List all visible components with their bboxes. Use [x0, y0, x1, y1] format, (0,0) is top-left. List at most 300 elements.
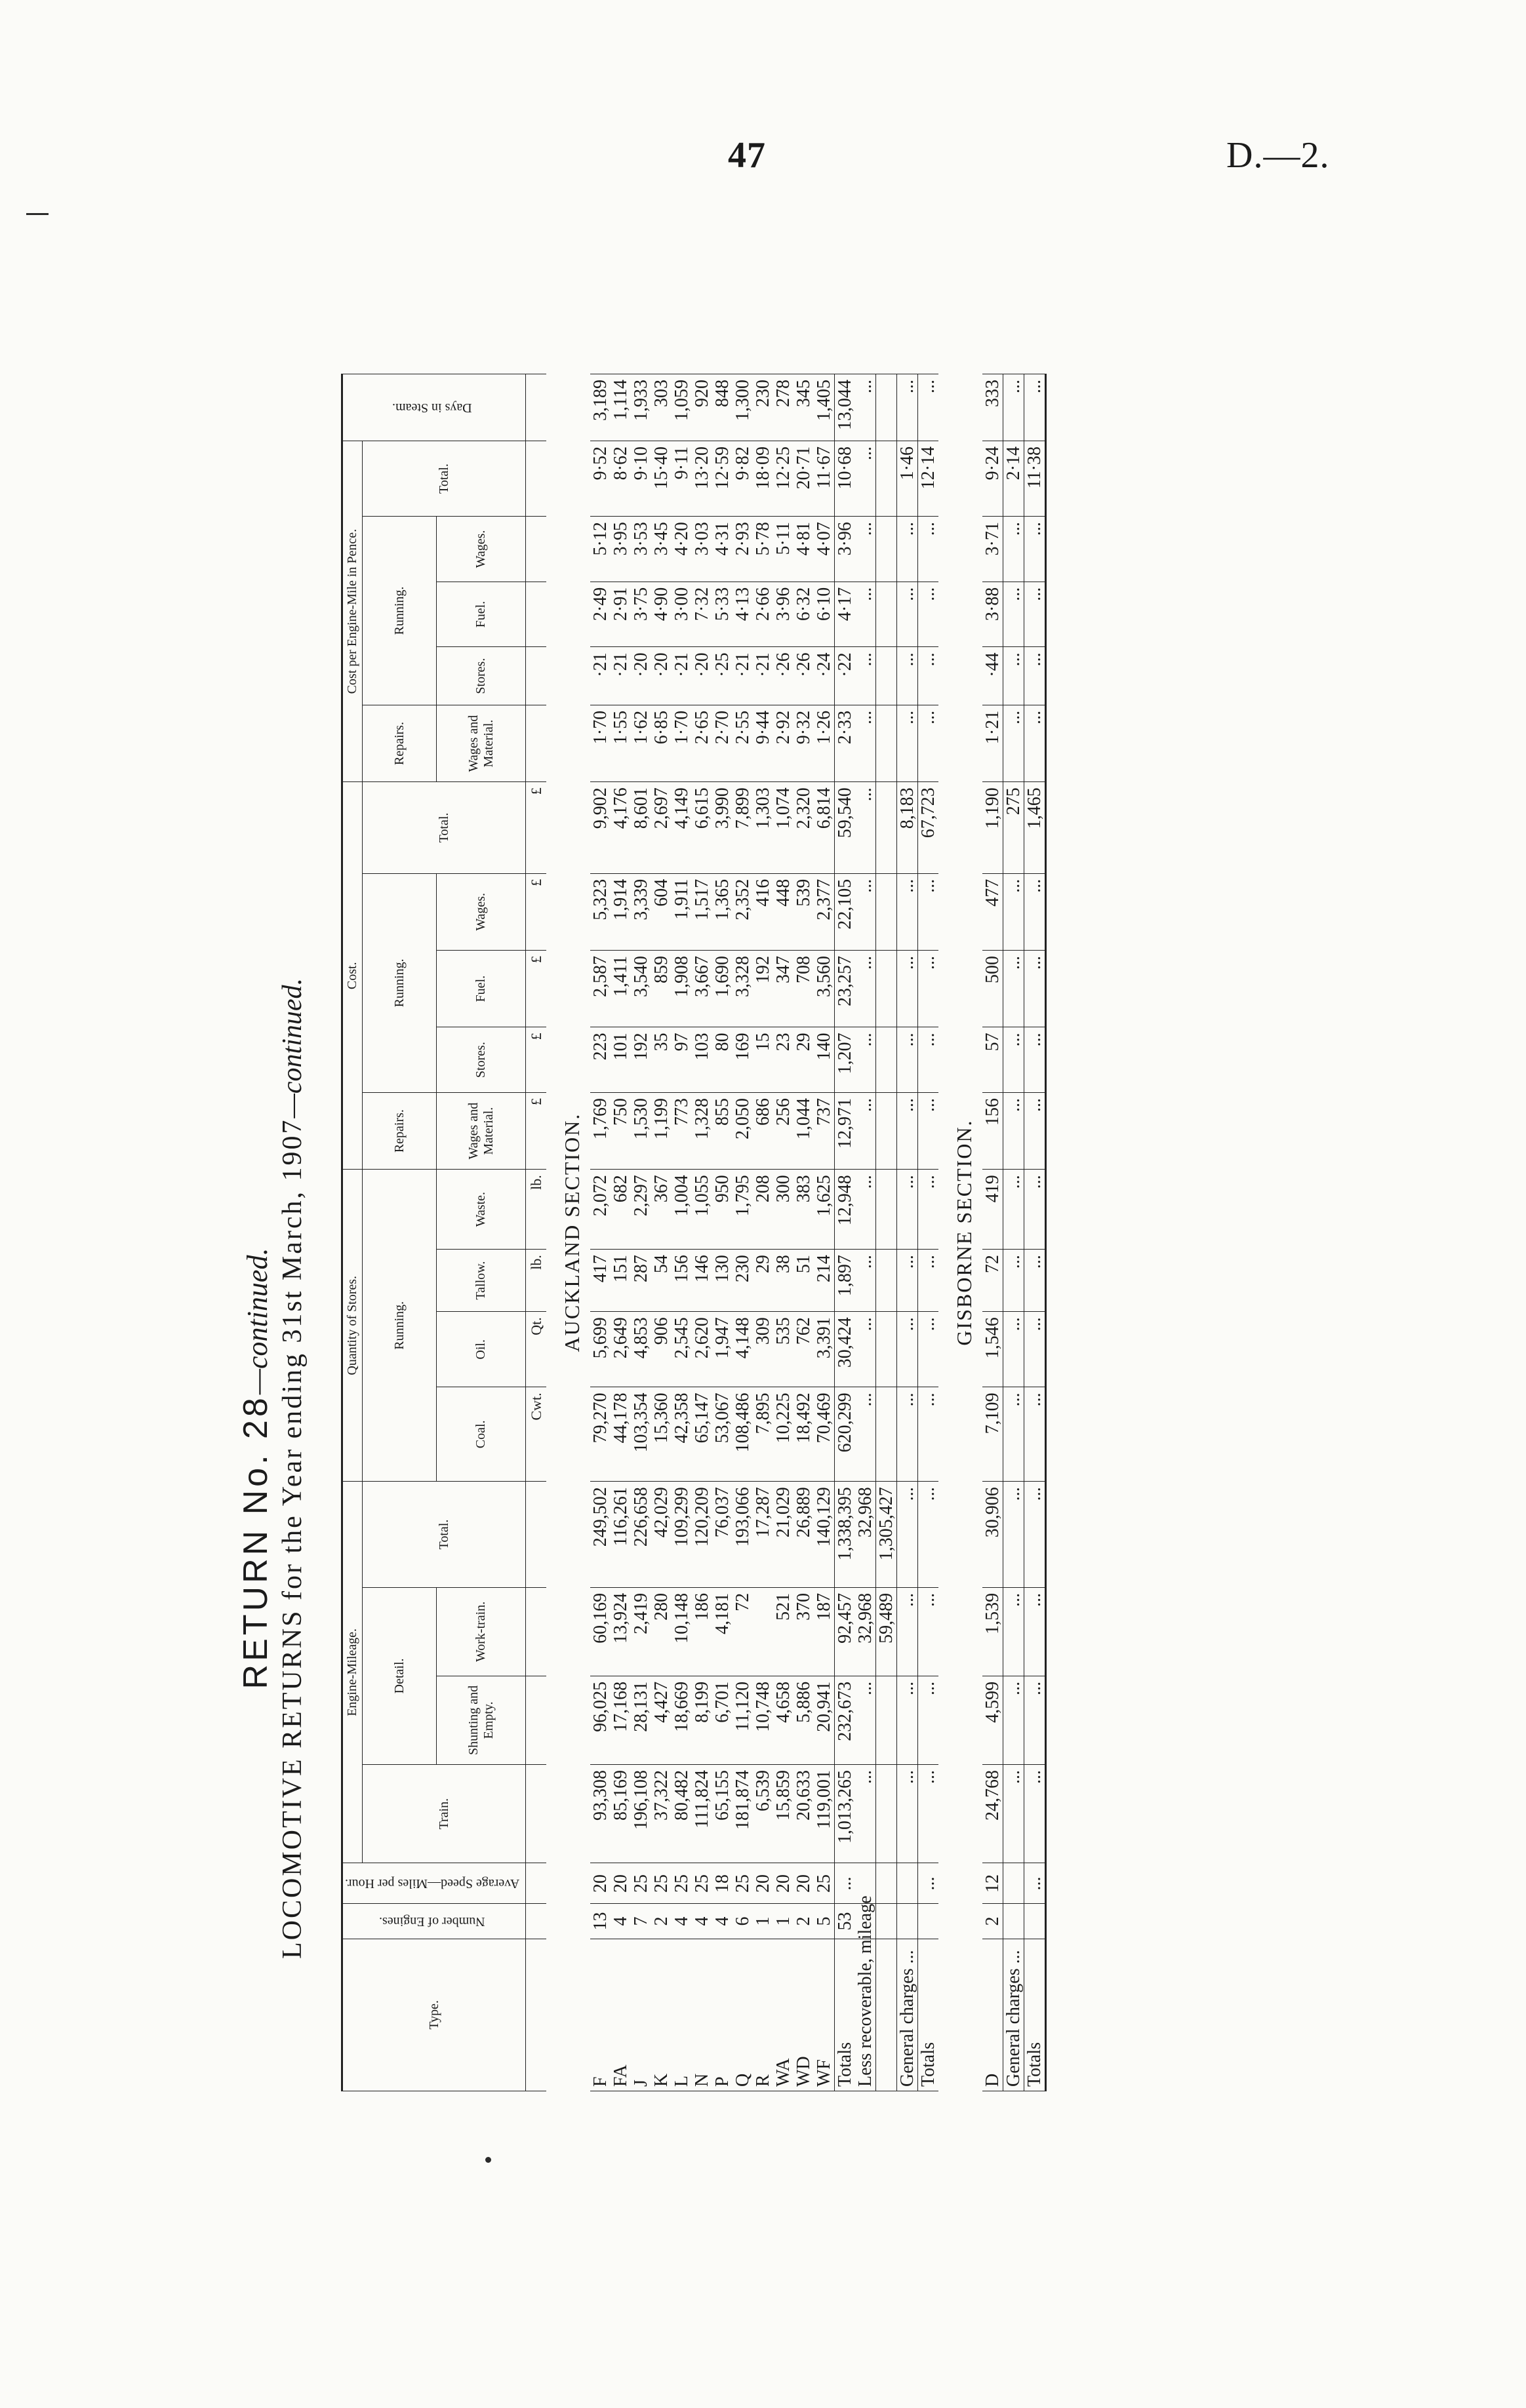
pence-total-header: Total.: [363, 441, 526, 516]
table-cell: 535: [773, 1312, 793, 1387]
table-cell: £: [526, 951, 547, 1027]
table-cell: ·20: [631, 647, 651, 705]
table-cell: ...: [918, 951, 939, 1027]
table-cell: 151: [611, 1250, 631, 1312]
cost-stores-header: Stores.: [437, 1027, 526, 1093]
table-cell: 2,377: [814, 873, 835, 950]
table-cell: [876, 1092, 897, 1169]
table-cell: 12·14: [918, 441, 939, 516]
table-cell: 2: [651, 1904, 672, 1939]
table-cell: 54: [651, 1250, 672, 1312]
table-cell: 2: [793, 1904, 814, 1939]
table-cell: 3·00: [672, 582, 692, 647]
table-cell: 275: [1003, 782, 1024, 874]
days-steam-header-text: Days in Steam.: [392, 401, 472, 415]
table-cell: 1,055: [692, 1170, 712, 1250]
table-cell: 25: [672, 1863, 692, 1904]
table-cell: 309: [753, 1312, 773, 1387]
table-cell: 25: [733, 1863, 753, 1904]
table-cell: 7: [631, 1904, 651, 1939]
table-cell: £: [526, 1027, 547, 1093]
table-cell: ...: [897, 1092, 918, 1169]
row-label: J: [631, 1939, 651, 2091]
table-cell: 2·92: [773, 705, 793, 781]
table-row: [982, 374, 1003, 2091]
table-cell: [1024, 1904, 1046, 1939]
table-cell: 230: [753, 374, 773, 441]
table-cell: 8,601: [631, 782, 651, 874]
table-cell: [876, 1027, 897, 1093]
table-header: [342, 374, 526, 2091]
table-cell: 345: [793, 374, 814, 441]
table-cell: 1,769: [590, 1092, 611, 1169]
table-cell: 23: [773, 1027, 793, 1093]
table-cell: [897, 1863, 918, 1904]
return-subtitle-text: LOCOMOTIVE RETURNS for the Year ending 31st March, 1907: [277, 1118, 308, 1960]
table-cell: £: [526, 1092, 547, 1169]
table-cell: 367: [651, 1170, 672, 1250]
table-cell: 2,697: [651, 782, 672, 874]
row-label: Q: [733, 1939, 753, 2091]
table-cell: ...: [897, 647, 918, 705]
table-cell: 3·95: [611, 517, 631, 582]
table-cell: 11,120: [733, 1676, 753, 1764]
table-cell: 7,109: [982, 1387, 1003, 1482]
table-cell: 72: [733, 1587, 753, 1676]
table-cell: 4,176: [611, 782, 631, 874]
table-cell: 686: [753, 1092, 773, 1169]
table-cell: ...: [1003, 705, 1024, 781]
row-label: K: [651, 1939, 672, 2091]
table-cell: 906: [651, 1312, 672, 1387]
table-cell: 10,148: [672, 1587, 692, 1676]
table-cell: ·20: [692, 647, 712, 705]
table-cell: 333: [982, 374, 1003, 441]
table-cell: 2,050: [733, 1092, 753, 1169]
type-header: Type.: [342, 1939, 526, 2091]
table-cell: ·21: [672, 647, 692, 705]
section-title: AUCKLAND SECTION.: [560, 1113, 584, 1352]
table-cell: ...: [897, 1387, 918, 1482]
table-cell: 1,004: [672, 1170, 692, 1250]
table-cell: 6·85: [651, 705, 672, 781]
table-cell: ...: [1024, 374, 1046, 441]
table-cell: 72: [982, 1250, 1003, 1312]
table-cell: 12·25: [773, 441, 793, 516]
table-cell: 25: [651, 1863, 672, 1904]
table-cell: 76,037: [712, 1482, 733, 1588]
table-cell: ...: [1003, 1387, 1024, 1482]
table-cell: 17,168: [611, 1676, 631, 1764]
table-cell: ...: [1003, 374, 1024, 441]
table-cell: 20: [611, 1863, 631, 1904]
table-cell: 196,108: [631, 1764, 651, 1863]
table-cell: 85,169: [611, 1764, 631, 1863]
table-cell: 859: [651, 951, 672, 1027]
table-cell: ...: [897, 1312, 918, 1387]
table-cell: [876, 1863, 897, 1904]
table-cell: 223: [590, 1027, 611, 1093]
table-cell: 20: [753, 1863, 773, 1904]
table-cell: [876, 441, 897, 516]
table-cell: 9,902: [590, 782, 611, 874]
table-cell: 29: [753, 1250, 773, 1312]
row-label: Totals: [835, 1939, 856, 2091]
detail-header: Detail.: [363, 1587, 437, 1764]
table-cell: ...: [897, 1587, 918, 1676]
grand-totals-row: [1024, 374, 1046, 2091]
table-cell: 10,748: [753, 1676, 773, 1764]
table-cell: ...: [897, 873, 918, 950]
table-cell: ...: [855, 517, 876, 582]
table-cell: 2,297: [631, 1170, 651, 1250]
table-cell: ...: [897, 517, 918, 582]
table-cell: 13,924: [611, 1587, 631, 1676]
table-cell: 97: [672, 1027, 692, 1093]
table-cell: 287: [631, 1250, 651, 1312]
table-cell: 208: [753, 1170, 773, 1250]
table-cell: 60,169: [590, 1587, 611, 1676]
table-cell: ...: [855, 374, 876, 441]
table-cell: 15,859: [773, 1764, 793, 1863]
table-cell: 6,615: [692, 782, 712, 874]
table-cell: Cwt.: [526, 1387, 547, 1482]
table-cell: 28,131: [631, 1676, 651, 1764]
table-cell: 9·10: [631, 441, 651, 516]
table-cell: 4·90: [651, 582, 672, 647]
table-cell: 1,933: [631, 374, 651, 441]
table-cell: 6,701: [712, 1676, 733, 1764]
table-cell: 193,066: [733, 1482, 753, 1588]
table-cell: [876, 517, 897, 582]
table-cell: ...: [1024, 1387, 1046, 1482]
table-cell: ...: [897, 951, 918, 1027]
row-label: R: [753, 1939, 773, 2091]
table-cell: 2·91: [611, 582, 631, 647]
table-cell: ...: [897, 1676, 918, 1764]
table-cell: 37,322: [651, 1764, 672, 1863]
table-cell: ...: [918, 705, 939, 781]
table-cell: 1,305,427: [876, 1482, 897, 1588]
table-cell: 23,257: [835, 951, 856, 1027]
oil-header: Oil.: [437, 1312, 526, 1387]
table-cell: [876, 582, 897, 647]
table-cell: ...: [1024, 517, 1046, 582]
table-cell: ...: [918, 1587, 939, 1676]
row-label: WD: [793, 1939, 814, 2091]
row-label: [526, 1939, 547, 2091]
row-label: F: [590, 1939, 611, 2091]
waste-header: Waste.: [437, 1170, 526, 1250]
table-cell: ...: [897, 374, 918, 441]
row-label: N: [692, 1939, 712, 2091]
table-cell: 1·70: [590, 705, 611, 781]
table-cell: 249,502: [590, 1482, 611, 1588]
table-cell: 12,948: [835, 1170, 856, 1250]
table-cell: ...: [1003, 873, 1024, 950]
table-cell: 20,633: [793, 1764, 814, 1863]
table-cell: [526, 374, 547, 441]
table-cell: 2: [982, 1904, 1003, 1939]
table-cell: 2,419: [631, 1587, 651, 1676]
table-cell: 1,207: [835, 1027, 856, 1093]
section-title: GISBORNE SECTION.: [952, 1119, 976, 1346]
table-cell: 65,155: [712, 1764, 733, 1863]
locomotive-returns-table: [341, 374, 1047, 2091]
table-cell: 20,941: [814, 1676, 835, 1764]
table-cell: 232,673: [835, 1676, 856, 1764]
table-cell: ...: [1024, 1482, 1046, 1588]
table-cell: [897, 1904, 918, 1939]
table-row: [773, 374, 793, 2091]
table-cell: 80: [712, 1027, 733, 1093]
table-cell: ...: [918, 1312, 939, 1387]
table-cell: ·22: [835, 647, 856, 705]
cost-wages-header: Wages.: [437, 873, 526, 950]
table-cell: [526, 705, 547, 781]
table-cell: 1,530: [631, 1092, 651, 1169]
table-cell: 8,183: [897, 782, 918, 874]
table-cell: ...: [835, 1863, 856, 1904]
table-cell: 1,947: [712, 1312, 733, 1387]
table-cell: [1003, 1863, 1024, 1904]
table-cell: 3,667: [692, 951, 712, 1027]
table-cell: 4: [692, 1904, 712, 1939]
table-cell: 59,540: [835, 782, 856, 874]
table-cell: 25: [814, 1863, 835, 1904]
days-steam-header: [342, 374, 526, 441]
table-cell: 1·21: [982, 705, 1003, 781]
table-cell: lb.: [526, 1170, 547, 1250]
table-cell: 116,261: [611, 1482, 631, 1588]
table-cell: 5,323: [590, 873, 611, 950]
table-cell: 7,899: [733, 782, 753, 874]
pence-wages-header: Wages.: [437, 517, 526, 582]
table-cell: ·24: [814, 647, 835, 705]
grand-totals-row: [918, 374, 939, 2091]
table-cell: 20: [590, 1863, 611, 1904]
table-cell: ...: [1024, 1587, 1046, 1676]
table-cell: 53: [835, 1904, 856, 1939]
table-cell: 187: [814, 1587, 835, 1676]
table-cell: ...: [918, 647, 939, 705]
table-cell: Qt.: [526, 1312, 547, 1387]
return-title-text: RETURN No. 28: [237, 1394, 275, 1689]
table-cell: 1,059: [672, 374, 692, 441]
table-cell: ...: [1003, 517, 1024, 582]
table-cell: ...: [855, 582, 876, 647]
table-cell: ...: [855, 873, 876, 950]
table-cell: 4,427: [651, 1676, 672, 1764]
table-cell: 4·07: [814, 517, 835, 582]
table-cell: 44,178: [611, 1387, 631, 1482]
table-cell: 5,699: [590, 1312, 611, 1387]
table-cell: 3,339: [631, 873, 651, 950]
table-cell: 5·12: [590, 517, 611, 582]
table-cell: ...: [1024, 1027, 1046, 1093]
table-cell: 303: [651, 374, 672, 441]
table-body: [526, 374, 1046, 2091]
table-cell: 111,824: [692, 1764, 712, 1863]
return-subtitle-continued: —continued.: [277, 977, 308, 1118]
table-cell: 3·75: [631, 582, 651, 647]
row-label: WA: [773, 1939, 793, 2091]
table-cell: ...: [855, 1676, 876, 1764]
table-cell: 1,303: [753, 782, 773, 874]
table-cell: 57: [982, 1027, 1003, 1093]
table-cell: ·21: [733, 647, 753, 705]
worktrain-header: Work-train.: [437, 1587, 526, 1676]
table-cell: 1·70: [672, 705, 692, 781]
table-row: [753, 374, 773, 2091]
table-cell: 12: [982, 1863, 1003, 1904]
table-cell: 53,067: [712, 1387, 733, 1482]
table-cell: 4·81: [793, 517, 814, 582]
table-cell: ...: [855, 1387, 876, 1482]
table-cell: 35: [651, 1027, 672, 1093]
table-cell: 70,469: [814, 1387, 835, 1482]
row-label: WF: [814, 1939, 835, 2091]
table-cell: 24,768: [982, 1764, 1003, 1863]
table-cell: 1,914: [611, 873, 631, 950]
table-cell: ...: [918, 1863, 939, 1904]
table-cell: 762: [793, 1312, 814, 1387]
table-cell: lb.: [526, 1250, 547, 1312]
table-cell: 3·96: [835, 517, 856, 582]
table-cell: 42,029: [651, 1482, 672, 1588]
table-cell: 2·65: [692, 705, 712, 781]
table-cell: 4·17: [835, 582, 856, 647]
general-charges-row: [1003, 374, 1024, 2091]
table-cell: 67,723: [918, 782, 939, 874]
shunting-header: Shunting and Empty.: [437, 1676, 526, 1764]
table-cell: 6,814: [814, 782, 835, 874]
table-cell: 20: [773, 1863, 793, 1904]
table-cell: 521: [773, 1587, 793, 1676]
table-cell: 226,658: [631, 1482, 651, 1588]
table-cell: 79,270: [590, 1387, 611, 1482]
table-cell: ·25: [712, 647, 733, 705]
table-cell: 2,320: [793, 782, 814, 874]
table-cell: 6,539: [753, 1764, 773, 1863]
table-cell: 1,517: [692, 873, 712, 950]
train-header: Train.: [363, 1764, 526, 1863]
row-label: Less recoverable, mileage: [855, 1939, 876, 2091]
table-cell: ...: [855, 1027, 876, 1093]
general-charges-row: [897, 374, 918, 2091]
row-label: Totals: [1024, 1939, 1046, 2091]
table-cell: ·21: [753, 647, 773, 705]
table-cell: 120,209: [692, 1482, 712, 1588]
table-cell: 140: [814, 1027, 835, 1093]
table-cell: ...: [918, 517, 939, 582]
table-cell: 192: [753, 951, 773, 1027]
table-cell: ...: [897, 1250, 918, 1312]
table-cell: [876, 1904, 897, 1939]
table-cell: ...: [1003, 951, 1024, 1027]
table-cell: 22,105: [835, 873, 856, 950]
table-cell: ...: [897, 1027, 918, 1093]
table-cell: 3·03: [692, 517, 712, 582]
table-cell: [526, 582, 547, 647]
table-cell: 1,044: [793, 1092, 814, 1169]
table-cell: 130: [712, 1250, 733, 1312]
table-cell: 1·62: [631, 705, 651, 781]
table-cell: 620,299: [835, 1387, 856, 1482]
table-cell: 9·32: [793, 705, 814, 781]
table-cell: 2·14: [1003, 441, 1024, 516]
table-cell: 708: [793, 951, 814, 1027]
table-cell: [526, 1863, 547, 1904]
table-cell: 539: [793, 873, 814, 950]
pence-repairs-header: Repairs.: [363, 705, 437, 781]
table-cell: 280: [651, 1587, 672, 1676]
table-cell: [876, 782, 897, 874]
document-reference: D.—2.: [1226, 135, 1330, 176]
table-cell: £: [526, 782, 547, 874]
table-cell: 1·46: [897, 441, 918, 516]
table-cell: 1,190: [982, 782, 1003, 874]
cost-running-header: Running.: [363, 873, 437, 1092]
table-cell: 65,147: [692, 1387, 712, 1482]
table-cell: ...: [1003, 1312, 1024, 1387]
table-cell: 3,990: [712, 782, 733, 874]
row-label: FA: [611, 1939, 631, 2091]
table-cell: ...: [1024, 1092, 1046, 1169]
table-cell: ...: [1003, 1587, 1024, 1676]
table-cell: 1·26: [814, 705, 835, 781]
table-cell: 101: [611, 1027, 631, 1093]
table-cell: ...: [1003, 1764, 1024, 1863]
table-cell: 1,300: [733, 374, 753, 441]
table-cell: 1,199: [651, 1092, 672, 1169]
table-cell: 920: [692, 374, 712, 441]
table-cell: ...: [918, 1387, 939, 1482]
table-row: [651, 374, 672, 2091]
rotated-return-table: [236, 347, 1364, 2091]
table-cell: [876, 705, 897, 781]
table-cell: 12,971: [835, 1092, 856, 1169]
table-cell: 38: [773, 1250, 793, 1312]
table-cell: ...: [1024, 951, 1046, 1027]
table-cell: ·44: [982, 647, 1003, 705]
table-cell: ...: [918, 1482, 939, 1588]
pence-running-header: Running.: [363, 517, 437, 705]
table-cell: 3·88: [982, 582, 1003, 647]
table-row: [672, 374, 692, 2091]
page-number: 47: [728, 135, 766, 176]
table-cell: 370: [793, 1587, 814, 1676]
table-cell: ·21: [611, 647, 631, 705]
table-cell: 2·66: [753, 582, 773, 647]
table-cell: 181,874: [733, 1764, 753, 1863]
table-cell: 2,649: [611, 1312, 631, 1387]
table-cell: 3,189: [590, 374, 611, 441]
table-cell: [1003, 1904, 1024, 1939]
table-cell: [526, 441, 547, 516]
table-cell: 1·55: [611, 705, 631, 781]
table-cell: 80,482: [672, 1764, 692, 1863]
return-title: [236, 846, 275, 2091]
table-cell: 11·38: [1024, 441, 1046, 516]
table-cell: 13·20: [692, 441, 712, 516]
table-cell: 4: [672, 1904, 692, 1939]
table-cell: 2,352: [733, 873, 753, 950]
table-cell: 2,545: [672, 1312, 692, 1387]
table-cell: ...: [918, 1027, 939, 1093]
table-cell: 1,013,265: [835, 1764, 856, 1863]
table-cell: 1,911: [672, 873, 692, 950]
